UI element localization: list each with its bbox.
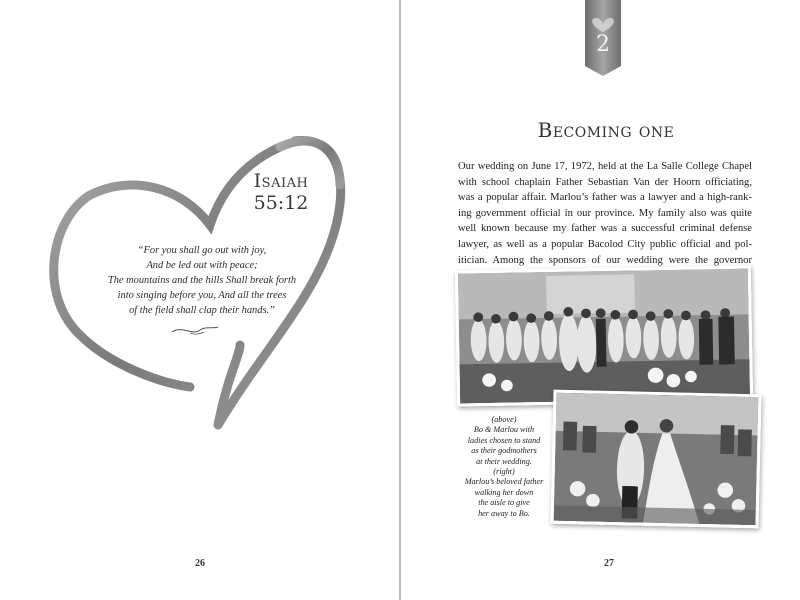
page-number: 27 [604,558,614,569]
verse-heading-reference: 55:12 [253,192,309,214]
bible-verse [92,243,312,318]
photo-caption [456,415,552,519]
caption-line: her away to Bo. [478,508,530,518]
caption-line: walking her down [474,487,534,497]
caption-line: at their wedding. [476,456,532,466]
caption-line: the aisle to give [478,498,530,508]
verse-line: The mountains and the hills Shall break forth [107,275,297,286]
body-line: well known because my father was a successful criminal defense [458,223,752,235]
aisle-walk-photo [551,390,762,529]
caption-line: (right) [493,467,515,477]
body-paragraph [458,159,752,268]
verse-line: into singing before you, And all the trees [117,290,287,301]
caption-line: as their godmothers [471,446,537,456]
left-page [0,0,399,600]
body-line: lawyer, as well as a popular Bacolod City public official and pol- [458,238,752,250]
chapter-number: 2 [596,32,610,57]
caption-line: (above) [491,415,517,424]
verse-heading [236,170,326,214]
body-line: ing government official in our province. My family also was quite [458,207,752,219]
body-line: with school chaplain Father Sebastian Van der Hoorn officiating, [458,176,752,188]
page-number: 26 [195,558,205,569]
wedding-group-photo [455,265,753,406]
body-line: was a popular affair. Marlou’s father was a lawyer and a high-rank- [458,192,752,204]
verse-line: And be led out with peace; [146,260,258,271]
caption-line: Marlou’s beloved father [464,477,544,487]
flourish-ornament [170,323,220,337]
verse-line: of the field shall clap their hands.” [129,305,275,316]
body-line: itician. Among the sponsors of our wedding were the governor [458,254,752,266]
chapter-title: Becoming one [537,118,675,142]
caption-line: Bo & Marlou with [473,425,535,435]
verse-heading-book: Isaiah [253,170,309,192]
right-page [401,0,800,600]
verse-line: “For you shall go out with joy, [137,245,267,256]
body-line: Our wedding on June 17, 1972, held at the La Salle College Chapel [458,161,752,172]
caption-line: ladies chosen to stand [467,435,541,445]
